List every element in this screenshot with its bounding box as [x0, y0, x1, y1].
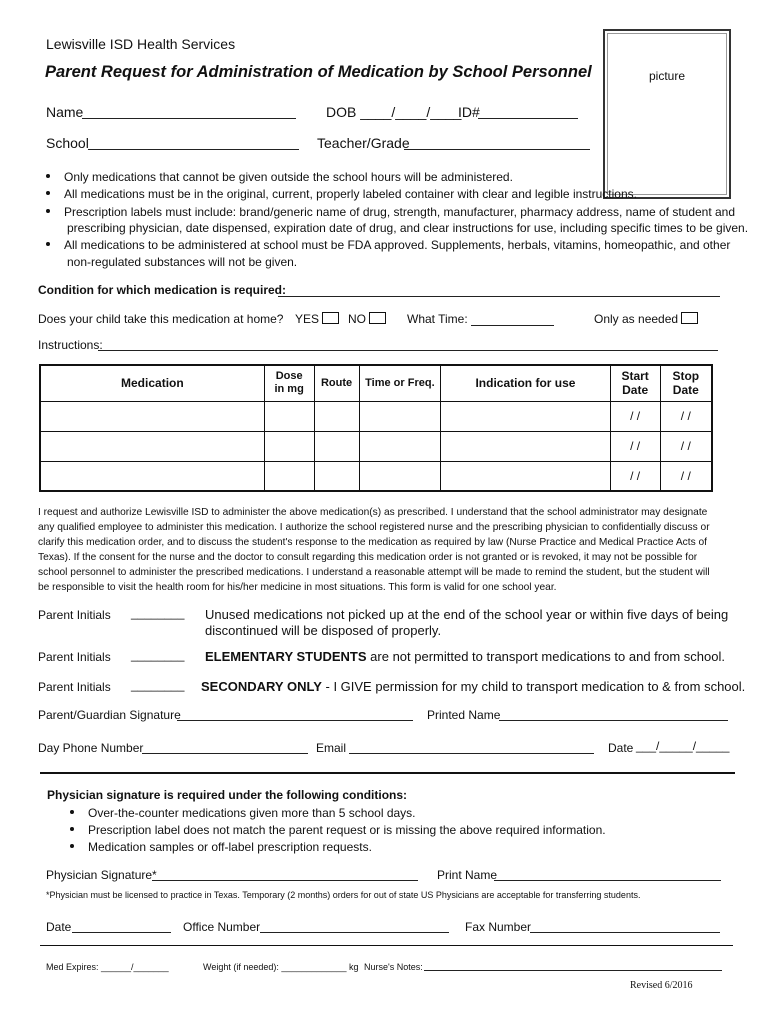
physician-bullet: Prescription label does not match the parent request or is missing the above required information. — [70, 823, 606, 837]
table-row — [40, 461, 712, 491]
physician-note: *Physician must be licensed to practice in Texas. Temporary (2 months) orders for out of state US Physicians are acceptable for transferring students. — [46, 890, 641, 900]
print-name-label: Print Name — [437, 868, 498, 882]
date2-field[interactable] — [72, 932, 171, 933]
time-cell[interactable] — [359, 401, 441, 431]
start-date-cell[interactable]: / / — [610, 461, 660, 491]
what-time-label: What Time: — [407, 312, 468, 326]
section-divider — [40, 945, 733, 946]
printed-name-field[interactable] — [499, 720, 728, 721]
physician-heading: Physician signature is required under the following conditions: — [47, 788, 408, 802]
parent-initials-label: Parent Initials — [38, 608, 111, 622]
school-field[interactable] — [88, 149, 299, 150]
consent-paragraph: I request and authorize Lewisville ISD to administer the above medication(s) as prescribed. I understand that the school administrator may designate any qualified employee to administer this medication. I authorize the school registered nurse and the prescribing physician to confidentially discuss or clarify this medication order, and to discuss the student's response to the medication as required by law (Nurse Practice and Medical Practice Acts of Texas). If the consent for the nurse and the doctor to consult regarding this medication order is not granted or is revoked, it may not be possible for school personnel to administer the prescribed medications. I understand a reasonable attempt will be made to remind the student, but the student will be responsible to visit the health room for his/her medicine in most situations. This form is valid for one school year. — [38, 507, 710, 593]
dose-cell[interactable] — [264, 431, 314, 461]
stop-date-cell[interactable]: / / — [660, 461, 712, 491]
no-option[interactable]: NO — [348, 312, 386, 326]
print-name-field[interactable] — [494, 880, 721, 881]
time-cell[interactable] — [359, 461, 441, 491]
physician-bullet: Medication samples or off-label prescription requests. — [70, 840, 372, 854]
initials-statement-1b: discontinued will be disposed of properly. — [205, 623, 442, 638]
dob-label[interactable]: DOB ____/____/____ — [326, 104, 462, 120]
parent-signature-label: Parent/Guardian Signature — [38, 708, 181, 722]
stop-date-cell[interactable]: / / — [660, 401, 712, 431]
col-indication: Indication for use — [441, 365, 610, 401]
bullet-item: Only medications that cannot be given outside the school hours will be administered. — [46, 170, 513, 184]
indication-cell[interactable] — [441, 401, 610, 431]
physician-bullet: Over-the-counter medications given more than 5 school days. — [70, 806, 416, 820]
only-as-needed-checkbox[interactable] — [681, 312, 698, 324]
medication-cell[interactable] — [40, 461, 264, 491]
initials-statement-3: SECONDARY ONLY - I GIVE permission for my child to transport medication to & from school. — [201, 679, 746, 694]
table-header-row — [40, 365, 712, 401]
col-route: Route — [314, 365, 359, 401]
dose-cell[interactable] — [264, 401, 314, 431]
indication-cell[interactable] — [441, 461, 610, 491]
name-field[interactable] — [82, 118, 296, 119]
route-cell[interactable] — [314, 461, 359, 491]
day-phone-label: Day Phone Number — [38, 741, 144, 755]
table-row — [40, 431, 712, 461]
physician-signature-field[interactable] — [152, 880, 418, 881]
nurses-notes-label: Nurse's Notes: — [364, 962, 423, 972]
printed-name-label: Printed Name — [427, 708, 501, 722]
route-cell[interactable] — [314, 431, 359, 461]
indication-cell[interactable] — [441, 431, 610, 461]
instructions-label: Instructions: — [38, 338, 103, 352]
col-stop-date: Stop Date — [660, 365, 712, 401]
day-phone-field[interactable] — [142, 753, 308, 754]
parent-initials-field[interactable]: ________ — [131, 648, 185, 662]
date2-label: Date — [46, 920, 72, 934]
bullet-continuation: prescribing physician, date dispensed, expiration date of drug, and clear instructions for use, including specific times to be given. — [67, 221, 749, 235]
id-label: ID# — [458, 104, 480, 120]
medication-table — [39, 364, 713, 492]
parent-initials-field[interactable]: ________ — [131, 606, 185, 620]
what-time-field[interactable] — [471, 325, 554, 326]
initials-statement-2: ELEMENTARY STUDENTS are not permitted to transport medications to and from school. — [205, 649, 725, 664]
only-as-needed-option[interactable]: Only as needed — [594, 312, 698, 326]
condition-field[interactable] — [278, 296, 720, 297]
fax-number-field[interactable] — [530, 932, 720, 933]
bullet-item: All medications to be administered at school must be FDA approved. Supplements, herbals, vitamins, homeopathic, and other — [46, 238, 730, 252]
name-label: Name — [46, 104, 84, 120]
dose-cell[interactable] — [264, 461, 314, 491]
parent-initials-label: Parent Initials — [38, 680, 111, 694]
school-label: School — [46, 135, 89, 151]
initials-statement-1a: Unused medications not picked up at the end of the school year or within five days of being — [205, 607, 729, 622]
instructions-field[interactable] — [98, 350, 718, 351]
office-number-label: Office Number — [183, 920, 261, 934]
table-row — [40, 401, 712, 431]
yes-checkbox[interactable] — [322, 312, 339, 324]
time-cell[interactable] — [359, 431, 441, 461]
yes-option[interactable]: YES — [295, 312, 339, 326]
student-picture-box — [603, 29, 731, 199]
date-field[interactable]: ___/_____/_____ — [636, 739, 730, 753]
condition-label: Condition for which medication is required: — [38, 283, 287, 297]
col-dose: Dose in mg — [264, 365, 314, 401]
id-field[interactable] — [478, 118, 578, 119]
parent-initials-label: Parent Initials — [38, 650, 111, 664]
col-medication: Medication — [40, 365, 264, 401]
form-title: Parent Request for Administration of Medication by School Personnel — [45, 63, 592, 81]
route-cell[interactable] — [314, 401, 359, 431]
revised-date: Revised 6/2016 — [630, 980, 693, 991]
email-label: Email — [316, 741, 347, 755]
nurses-notes-field[interactable] — [424, 970, 722, 971]
col-start-date: Start Date — [610, 365, 660, 401]
bullet-item: All medications must be in the original, current, properly labeled container with clear and legible instructions. — [46, 187, 637, 201]
teacher-field[interactable] — [404, 149, 590, 150]
home-question: Does your child take this medication at home? — [38, 312, 284, 326]
weight-field[interactable]: Weight (if needed): _____________ kg — [203, 962, 359, 972]
parent-signature-field[interactable] — [177, 720, 413, 721]
no-checkbox[interactable] — [369, 312, 386, 324]
start-date-cell[interactable]: / / — [610, 431, 660, 461]
org-name: Lewisville ISD Health Services — [46, 36, 236, 52]
bullet-item: Prescription labels must include: brand/generic name of drug, strength, manufacturer, pharmacy address, name of student and — [46, 205, 735, 219]
date-label: Date — [608, 741, 634, 755]
fax-number-label: Fax Number — [465, 920, 532, 934]
medication-cell[interactable] — [40, 431, 264, 461]
start-date-cell[interactable]: / / — [610, 401, 660, 431]
medication-cell[interactable] — [40, 401, 264, 431]
office-number-field[interactable] — [260, 932, 449, 933]
stop-date-cell[interactable]: / / — [660, 431, 712, 461]
parent-initials-field[interactable]: ________ — [131, 678, 185, 692]
picture-label: picture — [648, 69, 686, 83]
bullet-continuation: non-regulated substances will not be given. — [67, 255, 298, 269]
med-expires-field[interactable]: Med Expires: ______/_______ — [46, 962, 169, 972]
section-divider — [40, 772, 735, 774]
col-time: Time or Freq. — [359, 365, 441, 401]
email-field[interactable] — [349, 753, 594, 754]
physician-signature-label: Physician Signature* — [46, 868, 157, 882]
teacher-label: Teacher/Grade — [317, 135, 410, 151]
